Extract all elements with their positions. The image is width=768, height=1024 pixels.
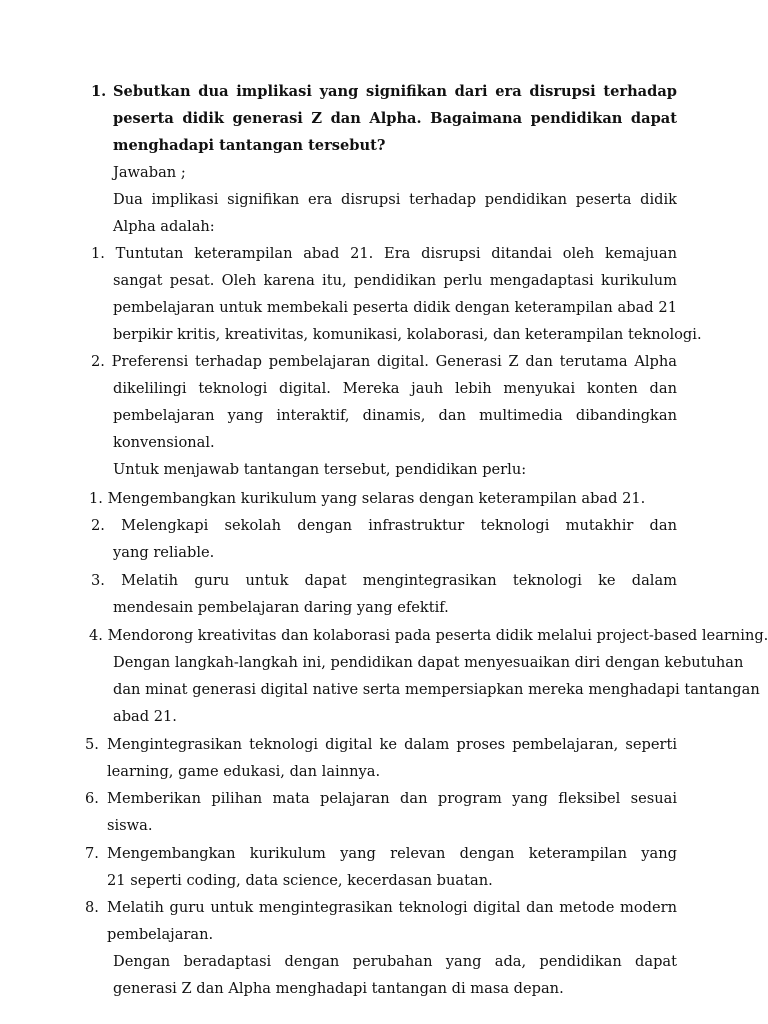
implication-2-line-4: konvensional.	[113, 434, 215, 451]
needs-intro: Untuk menjawab tantangan tersebut, pendidikan perlu:	[113, 461, 527, 478]
closing1-line-2: dan minat generasi digital native serta mempersiapkan mereka menghadapi tantangan	[113, 681, 760, 698]
answer-intro-line-2: Alpha adalah:	[113, 218, 215, 235]
item-6-line-2: siswa.	[107, 817, 153, 834]
need-1-line-1: 1. Mengembangkan kurikulum yang selaras dengan keterampilan abad 21.	[89, 490, 646, 507]
question-line-1: Sebutkan dua implikasi yang signifikan dari era disrupsi terhadap	[113, 83, 677, 100]
item-8-number: 8.	[85, 899, 99, 916]
closing1-line-1: Dengan langkah-langkah ini, pendidikan dapat menyesuaikan diri dengan kebutuhan	[113, 654, 744, 671]
answer-intro-line-1: Dua implikasi signifikan era disrupsi terhadap pendidikan peserta didik	[113, 191, 677, 208]
answer-label: Jawaban ;	[113, 164, 186, 181]
item-5-number: 5.	[85, 736, 99, 753]
need-3-line-1: 3. Melatih guru untuk dapat mengintegrasikan teknologi ke dalam	[91, 572, 677, 589]
implication-1-line-1: 1. Tuntutan keterampilan abad 21. Era disrupsi ditandai oleh kemajuan	[91, 245, 677, 262]
implication-2-line-1: 2. Preferensi terhadap pembelajaran digital. Generasi Z dan terutama Alpha	[91, 353, 677, 370]
question-line-3: menghadapi tantangan tersebut?	[113, 137, 386, 154]
item-8-line-2: pembelajaran.	[107, 926, 214, 943]
need-2-line-1: 2. Melengkapi sekolah dengan infrastruktur teknologi mutakhir dan	[91, 517, 677, 534]
implication-2-line-3: pembelajaran yang interaktif, dinamis, dan multimedia dibandingkan	[113, 407, 677, 424]
implication-1-line-2: sangat pesat. Oleh karena itu, pendidikan perlu mengadaptasi kurikulum	[113, 272, 677, 289]
question-number: 1.	[91, 83, 107, 100]
item-6-number: 6.	[85, 790, 99, 807]
closing2-line-1: Dengan beradaptasi dengan perubahan yang ada, pendidikan dapat	[113, 953, 677, 970]
closing1-line-3: abad 21.	[113, 708, 177, 725]
item-7-line-1: Mengembangkan kurikulum yang relevan dengan keterampilan yang	[107, 845, 677, 862]
closing2-line-2: generasi Z dan Alpha menghadapi tantangan di masa depan.	[113, 980, 564, 997]
item-5-line-2: learning, game edukasi, dan lainnya.	[107, 763, 381, 780]
question-line-2: peserta didik generasi Z dan Alpha. Bagaimana pendidikan dapat	[113, 110, 677, 127]
implication-1-line-4: berpikir kritis, kreativitas, komunikasi, kolaborasi, dan keterampilan teknologi.	[113, 326, 702, 343]
item-5-line-1: Mengintegrasikan teknologi digital ke dalam proses pembelajaran, seperti	[107, 736, 677, 753]
implication-2-line-2: dikelilingi teknologi digital. Mereka jauh lebih menyukai konten dan	[113, 380, 677, 397]
item-8-line-1: Melatih guru untuk mengintegrasikan teknologi digital dan metode modern	[107, 899, 677, 916]
item-6-line-1: Memberikan pilihan mata pelajaran dan program yang fleksibel sesuai	[107, 790, 677, 807]
need-3-line-2: mendesain pembelajaran daring yang efektif.	[113, 599, 449, 616]
need-2-line-2: yang reliable.	[113, 544, 215, 561]
item-7-number: 7.	[85, 845, 99, 862]
implication-1-line-3: pembelajaran untuk membekali peserta didik dengan keterampilan abad 21	[113, 299, 677, 316]
need-4-line-1: 4. Mendorong kreativitas dan kolaborasi pada peserta didik melalui project-based learning.	[89, 627, 768, 644]
item-7-line-2: 21 seperti coding, data science, kecerdasan buatan.	[107, 872, 493, 889]
